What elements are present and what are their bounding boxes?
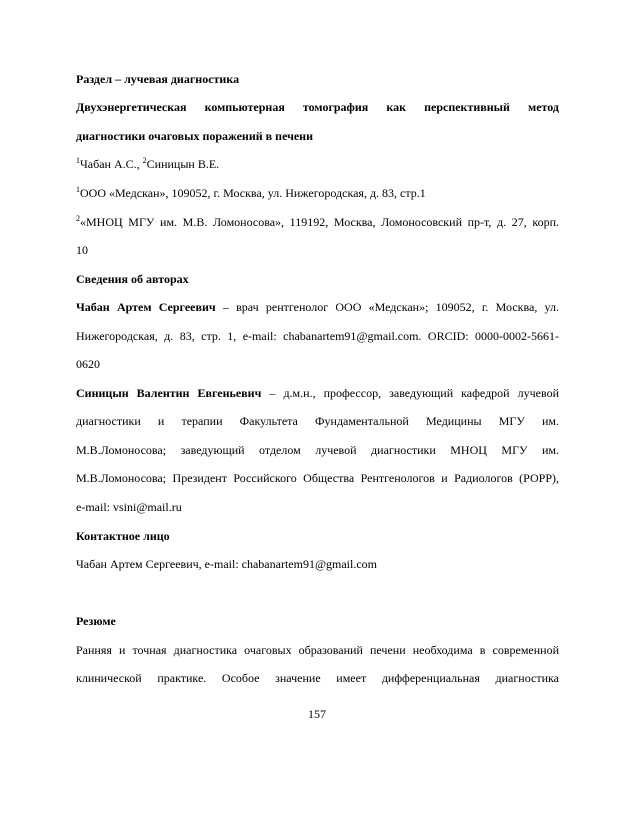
author-list: [76, 157, 559, 171]
abstract-heading: Резюме: [76, 614, 116, 628]
page-number: 157: [308, 707, 326, 721]
author-2-info-line-2: диагностики и терапии Факультета Фундаментальной Медицины МГУ им.: [76, 414, 559, 428]
section-heading: Раздел – лучевая диагностика: [76, 72, 240, 86]
contact-heading: Контактное лицо: [76, 529, 170, 543]
author-2-full-name: Синицын Валентин Евгеньевич: [76, 386, 262, 400]
article-title-line-2: диагностики очаговых поражений в печени: [76, 129, 314, 143]
author-1-info-text: – врач рентгенолог ООО «Медскан»; 109052, г. Москва, ул.: [215, 300, 559, 314]
author-2-info-text: – д.м.н., профессор, заведующий кафедрой лучевой: [261, 386, 559, 400]
author-1-superscript: 1: [76, 156, 80, 165]
author-2-info-line-5: e-mail: vsini@mail.ru: [76, 500, 182, 514]
author-1-full-name: Чабан Артем Сергеевич: [76, 300, 216, 314]
author-1-info-line-1: [76, 300, 559, 314]
affiliation-1-text: ООО «Медскан», 109052, г. Москва, ул. Нижегородская, д. 83, стр.1: [80, 186, 426, 200]
affiliation-2-line-1: [76, 215, 559, 229]
author-1-info-line-3: 0620: [76, 357, 100, 371]
author-2-info-line-4: М.В.Ломоносова; Президент Российского Общества Рентгенологов и Радиологов (РОРР),: [76, 471, 559, 485]
article-title-line-1: Двухэнергетическая компьютерная томография как перспективный метод: [76, 100, 559, 114]
contact-text: Чабан Артем Сергеевич, e-mail: chabanartem91@gmail.com: [76, 557, 377, 571]
affiliation-1: [76, 186, 559, 200]
authors-info-heading: Сведения об авторах: [76, 272, 189, 286]
affiliation-2-text: «МНОЦ МГУ им. М.В. Ломоносова», 119192, Москва, Ломоносовский пр-т, д. 27, корп.: [80, 215, 559, 229]
affiliation-1-superscript: 1: [76, 185, 80, 194]
author-2-superscript: 2: [142, 156, 147, 165]
author-2-name: Синицын В.Е.: [146, 157, 220, 171]
author-1-info-line-2: Нижегородская, д. 83, стр. 1, e-mail: chabanartem91@gmail.com. ORCID: 0000-0002-5661-: [76, 329, 559, 343]
abstract-line-1: Ранняя и точная диагностика очаговых образований печени необходима в современной: [76, 643, 559, 657]
affiliation-2-superscript: 2: [76, 214, 80, 223]
abstract-line-2: клинической практике. Особое значение имеет дифференциальная диагностика: [76, 671, 559, 685]
author-1-name: Чабан А.С.,: [80, 157, 143, 171]
author-2-info-line-1: [76, 386, 559, 400]
affiliation-2-line-2: 10: [76, 243, 88, 257]
author-2-info-line-3: М.В.Ломоносова; заведующий отделом лучевой диагностики МНОЦ МГУ им.: [76, 443, 559, 457]
